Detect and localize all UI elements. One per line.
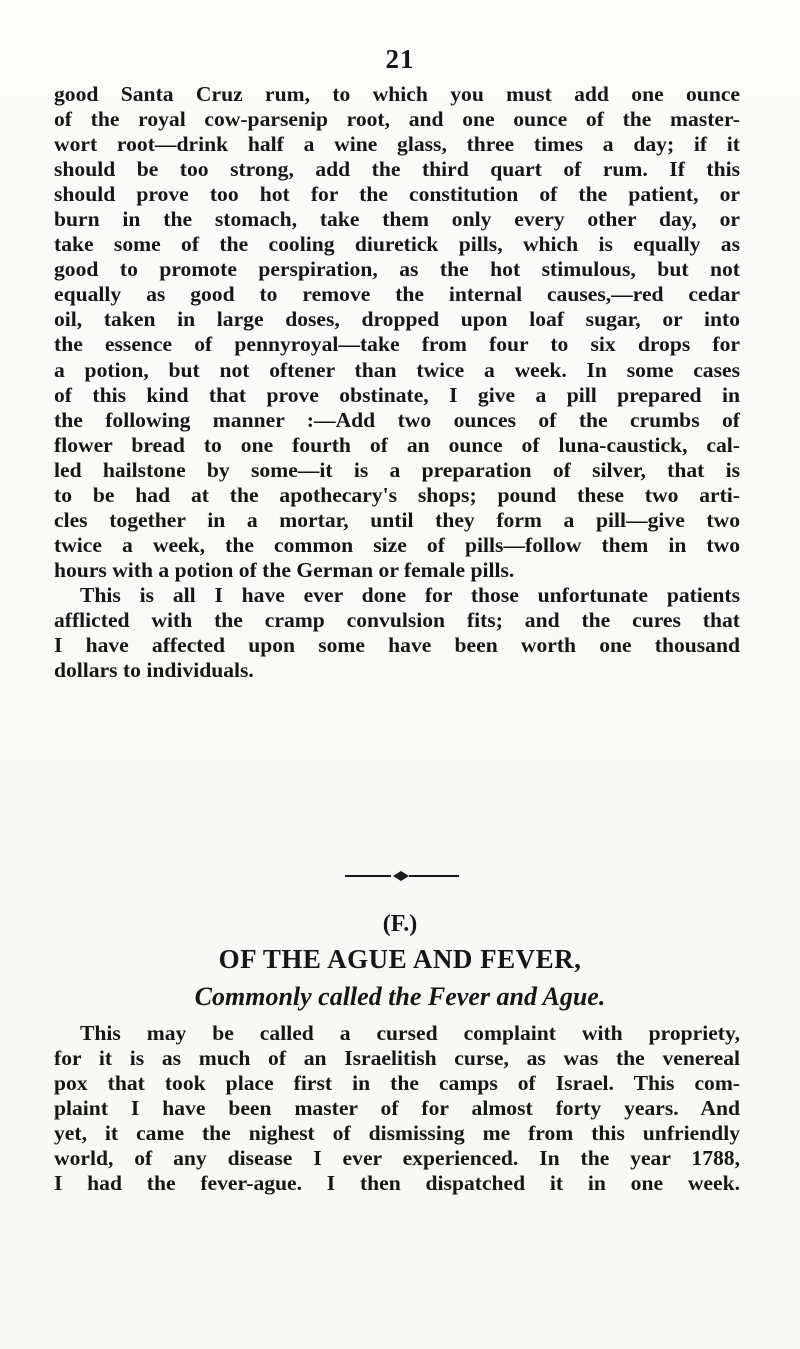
divider-rule-right — [409, 875, 459, 877]
body-text-top — [54, 82, 740, 683]
text-line: I had the fever-ague. I then dispatched it in one week. — [54, 1171, 740, 1196]
text-line: cles together in a mortar, until they form a pill—give two — [54, 507, 740, 532]
body-text-bottom — [54, 1021, 740, 1196]
text-line: the essence of pennyroyal—take from four to six drops for — [54, 332, 740, 357]
text-line: dollars to individuals. — [54, 658, 254, 683]
text-line: for it is as much of an Israelitish curse, as was the venereal — [54, 1046, 740, 1071]
text-line: should be too strong, add the third quart of rum. If this — [54, 157, 740, 182]
text-line: good Santa Cruz rum, to which you must add one ounce — [54, 82, 740, 106]
text-line: of this kind that prove obstinate, I give a pill prepared in — [54, 382, 740, 407]
text-line: burn in the stomach, take them only every other day, or — [54, 207, 740, 232]
text-line: plaint I have been master of for almost forty years. And — [54, 1096, 740, 1121]
text-line: I have affected upon some have been worth one thousand — [54, 633, 740, 658]
divider-diamond — [393, 871, 409, 881]
section-title: OF THE AGUE AND FEVER, — [218, 944, 582, 974]
text-line: wort root—drink half a wine glass, three times a day; if it — [54, 132, 740, 157]
text-line: world, of any disease I ever experienced. In the year 1788, — [54, 1146, 740, 1171]
text-line: afflicted with the cramp convulsion fits; and the cures that — [54, 607, 740, 632]
text-line: led hailstone by some—it is a preparation of silver, that is — [54, 457, 740, 482]
text-line: the following manner :—Add two ounces of the crumbs of — [54, 407, 740, 432]
text-line: This may be called a cursed complaint with propriety, — [80, 1021, 740, 1045]
text-line: twice a week, the common size of pills—follow them in two — [54, 532, 740, 557]
section-subtitle: Commonly called the Fever and Ague. — [194, 982, 606, 1011]
text-line: pox that took place first in the camps of Israel. This com- — [54, 1071, 740, 1096]
text-line: of the royal cow-parsenip root, and one ounce of the master- — [54, 107, 740, 132]
text-line: hours with a potion of the German or female pills. — [54, 557, 515, 582]
text-line: equally as good to remove the internal causes,—red cedar — [54, 282, 740, 307]
page-number: 21 — [385, 44, 415, 74]
text-line: to be had at the apothecary's shops; pound these two arti- — [54, 482, 740, 507]
section-divider-ornament — [345, 871, 459, 881]
section-mark: (F.) — [382, 911, 418, 937]
text-line: a potion, but not oftener than twice a week. In some cases — [54, 357, 740, 382]
text-line: This is all I have ever done for those unfortunate patients — [80, 582, 740, 607]
text-line: flower bread to one fourth of an ounce of luna-caustick, cal- — [54, 432, 740, 457]
text-line: oil, taken in large doses, dropped upon loaf sugar, or into — [54, 307, 740, 332]
text-line: take some of the cooling diuretick pills, which is equally as — [54, 232, 740, 257]
divider-rule-left — [345, 875, 391, 877]
text-line: yet, it came the nighest of dismissing me from this unfriendly — [54, 1121, 740, 1146]
text-line: good to promote perspiration, as the hot stimulous, but not — [54, 257, 740, 282]
text-line: should prove too hot for the constitution of the patient, or — [54, 182, 740, 207]
